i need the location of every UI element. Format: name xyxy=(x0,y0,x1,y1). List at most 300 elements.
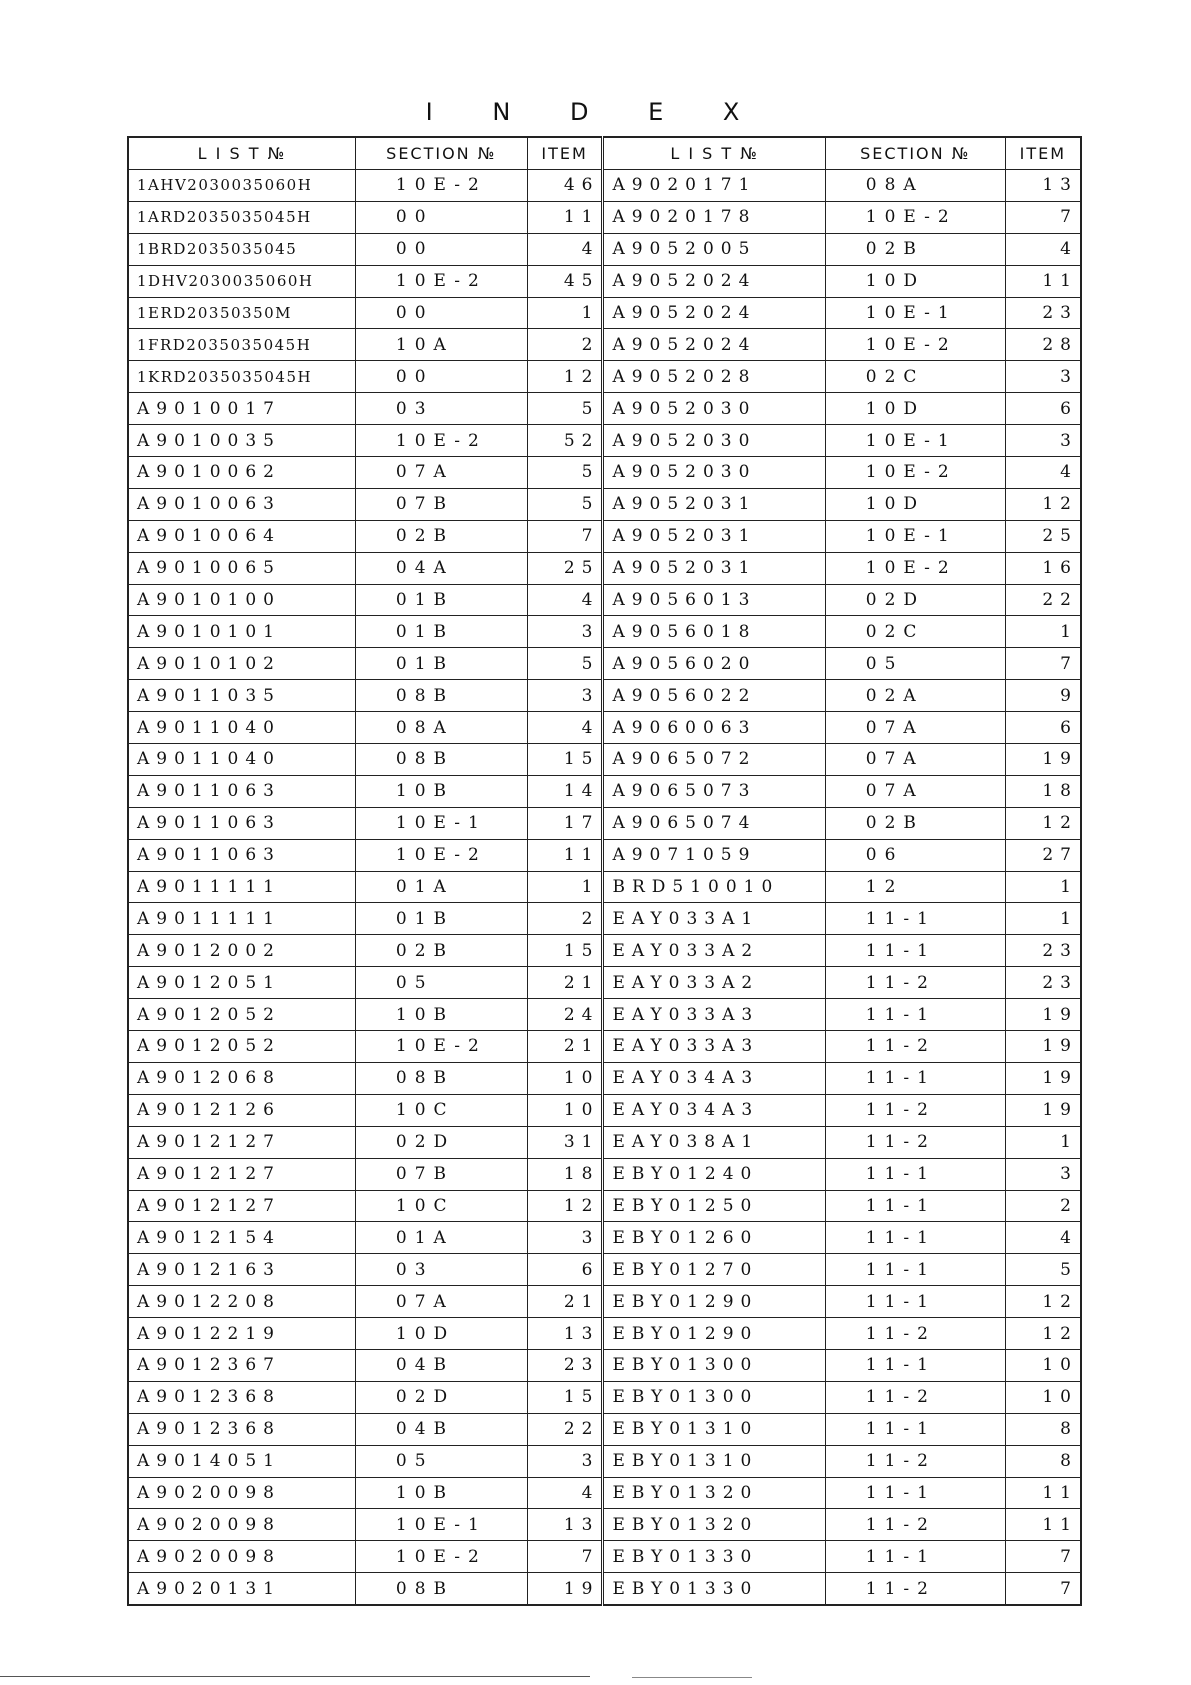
list-number-cell: A9011063 xyxy=(128,807,355,839)
item-number-cell: 21 xyxy=(527,1286,603,1318)
list-number-cell: A9012127 xyxy=(128,1158,355,1190)
section-number-cell: 04B xyxy=(355,1349,527,1381)
list-number-cell: A9012127 xyxy=(128,1190,355,1222)
item-number-cell: 52 xyxy=(527,425,603,457)
item-number-cell: 16 xyxy=(1005,552,1081,584)
table-row xyxy=(128,1413,1081,1445)
item-number-cell: 7 xyxy=(1005,648,1081,680)
item-number-cell: 4 xyxy=(1005,233,1081,265)
table-row xyxy=(128,648,1081,680)
item-number-cell: 8 xyxy=(1005,1445,1081,1477)
item-number-cell: 11 xyxy=(1005,265,1081,297)
section-number-cell: 11-1 xyxy=(825,999,1005,1031)
section-number-cell: 11-1 xyxy=(825,1190,1005,1222)
item-number-cell: 1 xyxy=(1005,871,1081,903)
table-row xyxy=(128,1126,1081,1158)
list-number-cell: A9010017 xyxy=(128,393,355,425)
section-no-header: SECTION № xyxy=(825,137,1005,170)
section-number-cell: 06 xyxy=(825,839,1005,871)
list-number-cell: A9056020 xyxy=(603,648,825,680)
item-number-cell: 19 xyxy=(527,1573,603,1605)
list-number-cell: A9052024 xyxy=(603,297,825,329)
list-number-cell: A9065073 xyxy=(603,775,825,807)
table-row xyxy=(128,1541,1081,1573)
item-number-cell: 3 xyxy=(527,1445,603,1477)
section-number-cell: 10E-1 xyxy=(355,1509,527,1541)
item-number-cell: 1 xyxy=(527,297,603,329)
list-number-cell: 1BRD2035035045 xyxy=(128,233,355,265)
page-title: I N D E X xyxy=(425,98,766,126)
list-number-cell: A9056013 xyxy=(603,584,825,616)
list-number-cell: A9010101 xyxy=(128,616,355,648)
section-number-cell: 08B xyxy=(355,744,527,776)
section-number-cell: 11-2 xyxy=(825,967,1005,999)
list-number-cell: EAY038A1 xyxy=(603,1126,825,1158)
list-number-cell: A9020178 xyxy=(603,201,825,233)
item-number-cell: 10 xyxy=(1005,1349,1081,1381)
index-table xyxy=(127,136,1082,1606)
item-number-cell: 21 xyxy=(527,967,603,999)
section-number-cell: 10E-1 xyxy=(825,297,1005,329)
list-number-cell: A9010062 xyxy=(128,457,355,489)
table-row xyxy=(128,457,1081,489)
list-number-cell: 1DHV2030035060H xyxy=(128,265,355,297)
section-number-cell: 00 xyxy=(355,297,527,329)
section-number-cell: 11-1 xyxy=(825,1541,1005,1573)
item-number-cell: 12 xyxy=(527,1190,603,1222)
section-number-cell: 01B xyxy=(355,648,527,680)
item-number-cell: 1 xyxy=(1005,616,1081,648)
list-number-cell: A9020171 xyxy=(603,170,825,202)
table-row xyxy=(128,1573,1081,1605)
item-number-cell: 4 xyxy=(1005,1222,1081,1254)
list-number-cell: A9010065 xyxy=(128,552,355,584)
list-number-cell: EAY033A2 xyxy=(603,935,825,967)
list-number-cell: A9052024 xyxy=(603,265,825,297)
list-number-cell: A9012208 xyxy=(128,1286,355,1318)
list-number-cell: A9012052 xyxy=(128,999,355,1031)
section-number-cell: 10D xyxy=(355,1318,527,1350)
item-number-cell: 23 xyxy=(1005,967,1081,999)
list-number-cell: EAY033A3 xyxy=(603,1031,825,1063)
list-number-cell: A9011063 xyxy=(128,839,355,871)
item-number-cell: 6 xyxy=(527,1254,603,1286)
item-number-cell: 7 xyxy=(1005,1541,1081,1573)
list-number-cell: A9012068 xyxy=(128,1062,355,1094)
table-row xyxy=(128,520,1081,552)
item-number-cell: 25 xyxy=(1005,520,1081,552)
section-number-cell: 10E-2 xyxy=(825,457,1005,489)
table-row xyxy=(128,1158,1081,1190)
item-number-cell: 1 xyxy=(527,871,603,903)
list-number-cell: A9012154 xyxy=(128,1222,355,1254)
section-number-cell: 11-2 xyxy=(825,1031,1005,1063)
item-number-cell: 18 xyxy=(527,1158,603,1190)
table-row xyxy=(128,999,1081,1031)
list-number-cell: EBY01310 xyxy=(603,1445,825,1477)
section-number-cell: 10E-1 xyxy=(355,807,527,839)
list-number-cell: A9012051 xyxy=(128,967,355,999)
section-number-cell: 10D xyxy=(825,393,1005,425)
section-number-cell: 10D xyxy=(825,265,1005,297)
list-number-cell: A9012367 xyxy=(128,1349,355,1381)
section-number-cell: 02B xyxy=(355,935,527,967)
table-row xyxy=(128,1062,1081,1094)
list-number-cell: A9052031 xyxy=(603,552,825,584)
section-number-cell: 02C xyxy=(825,616,1005,648)
section-number-cell: 02C xyxy=(825,361,1005,393)
item-number-cell: 15 xyxy=(527,935,603,967)
section-number-cell: 10B xyxy=(355,775,527,807)
list-number-cell: A9012368 xyxy=(128,1381,355,1413)
item-number-cell: 4 xyxy=(527,584,603,616)
section-number-cell: 08B xyxy=(355,680,527,712)
table-row xyxy=(128,1254,1081,1286)
item-number-cell: 13 xyxy=(527,1318,603,1350)
list-number-cell: EBY01240 xyxy=(603,1158,825,1190)
list-number-cell: A9052028 xyxy=(603,361,825,393)
item-number-cell: 13 xyxy=(527,1509,603,1541)
section-number-cell: 02D xyxy=(355,1126,527,1158)
item-number-cell: 12 xyxy=(1005,1318,1081,1350)
list-number-cell: A9011111 xyxy=(128,871,355,903)
item-number-cell: 11 xyxy=(527,201,603,233)
list-number-cell: A9052030 xyxy=(603,425,825,457)
list-number-cell: A9052024 xyxy=(603,329,825,361)
item-number-cell: 12 xyxy=(527,361,603,393)
list-number-cell: A9010100 xyxy=(128,584,355,616)
list-number-cell: A9060063 xyxy=(603,712,825,744)
section-number-cell: 07A xyxy=(825,744,1005,776)
list-number-cell: A9012127 xyxy=(128,1126,355,1158)
section-number-cell: 10E-1 xyxy=(825,425,1005,457)
list-number-cell: EBY01290 xyxy=(603,1286,825,1318)
list-number-cell: 1FRD2035035045H xyxy=(128,329,355,361)
list-number-cell: A9052031 xyxy=(603,488,825,520)
table-row xyxy=(128,233,1081,265)
table-row xyxy=(128,1445,1081,1477)
section-number-cell: 01A xyxy=(355,1222,527,1254)
list-number-cell: A9012219 xyxy=(128,1318,355,1350)
item-number-cell: 5 xyxy=(527,393,603,425)
table-row xyxy=(128,680,1081,712)
list-number-cell: A9010064 xyxy=(128,520,355,552)
item-number-cell: 15 xyxy=(527,744,603,776)
item-number-cell: 11 xyxy=(1005,1509,1081,1541)
section-number-cell: 08B xyxy=(355,1062,527,1094)
list-number-cell: EAY033A1 xyxy=(603,903,825,935)
item-number-cell: 5 xyxy=(527,488,603,520)
item-number-cell: 8 xyxy=(1005,1413,1081,1445)
table-row xyxy=(128,935,1081,967)
table-row xyxy=(128,1509,1081,1541)
item-number-cell: 1 xyxy=(1005,1126,1081,1158)
list-number-cell: EBY01320 xyxy=(603,1477,825,1509)
item-number-cell: 23 xyxy=(527,1349,603,1381)
section-number-cell: 11-1 xyxy=(825,1158,1005,1190)
item-number-cell: 19 xyxy=(1005,1062,1081,1094)
item-number-cell: 45 xyxy=(527,265,603,297)
list-no-header: L I S T № xyxy=(128,137,355,170)
item-number-cell: 7 xyxy=(527,520,603,552)
table-row xyxy=(128,1031,1081,1063)
list-number-cell: A9052031 xyxy=(603,520,825,552)
list-number-cell: EBY01300 xyxy=(603,1349,825,1381)
item-number-cell: 4 xyxy=(527,233,603,265)
section-number-cell: 11-1 xyxy=(825,1222,1005,1254)
list-number-cell: EBY01310 xyxy=(603,1413,825,1445)
item-number-cell: 2 xyxy=(527,329,603,361)
section-number-cell: 10E-2 xyxy=(355,1031,527,1063)
list-number-cell: A9012163 xyxy=(128,1254,355,1286)
item-number-cell: 18 xyxy=(1005,775,1081,807)
item-number-cell: 6 xyxy=(1005,712,1081,744)
section-number-cell: 11-2 xyxy=(825,1318,1005,1350)
section-number-cell: 10E-2 xyxy=(825,201,1005,233)
item-number-cell: 22 xyxy=(527,1413,603,1445)
section-number-cell: 02A xyxy=(825,680,1005,712)
list-number-cell: EBY01290 xyxy=(603,1318,825,1350)
item-number-cell: 4 xyxy=(527,712,603,744)
list-number-cell: A9011040 xyxy=(128,712,355,744)
list-no-header: L I S T № xyxy=(603,137,825,170)
table-row xyxy=(128,903,1081,935)
item-number-cell: 7 xyxy=(1005,201,1081,233)
table-row xyxy=(128,839,1081,871)
section-number-cell: 01B xyxy=(355,584,527,616)
item-number-cell: 3 xyxy=(527,616,603,648)
list-number-cell: A9020098 xyxy=(128,1477,355,1509)
list-number-cell: A9011035 xyxy=(128,680,355,712)
table-row xyxy=(128,1094,1081,1126)
section-number-cell: 11-1 xyxy=(825,935,1005,967)
list-number-cell: 1ARD2035035045H xyxy=(128,201,355,233)
section-number-cell: 10C xyxy=(355,1094,527,1126)
section-number-cell: 11-1 xyxy=(825,1477,1005,1509)
item-number-cell: 11 xyxy=(1005,1477,1081,1509)
section-number-cell: 05 xyxy=(825,648,1005,680)
table-row xyxy=(128,329,1081,361)
table-row xyxy=(128,967,1081,999)
section-number-cell: 07A xyxy=(355,1286,527,1318)
section-number-cell: 10B xyxy=(355,1477,527,1509)
list-number-cell: A9011111 xyxy=(128,903,355,935)
section-number-cell: 02B xyxy=(355,520,527,552)
item-number-cell: 12 xyxy=(1005,807,1081,839)
section-number-cell: 04B xyxy=(355,1413,527,1445)
item-number-cell: 19 xyxy=(1005,999,1081,1031)
item-number-cell: 10 xyxy=(1005,1381,1081,1413)
item-number-cell: 2 xyxy=(1005,1190,1081,1222)
section-number-cell: 02D xyxy=(355,1381,527,1413)
section-number-cell: 02D xyxy=(825,584,1005,616)
section-number-cell: 11-1 xyxy=(825,1349,1005,1381)
item-number-cell: 31 xyxy=(527,1126,603,1158)
section-number-cell: 11-1 xyxy=(825,1254,1005,1286)
table-row xyxy=(128,1381,1081,1413)
table-row xyxy=(128,1222,1081,1254)
item-header: ITEM xyxy=(527,137,603,170)
section-number-cell: 10B xyxy=(355,999,527,1031)
item-number-cell: 9 xyxy=(1005,680,1081,712)
list-number-cell: EBY01330 xyxy=(603,1541,825,1573)
item-number-cell: 10 xyxy=(527,1094,603,1126)
section-number-cell: 05 xyxy=(355,1445,527,1477)
item-number-cell: 3 xyxy=(1005,361,1081,393)
item-number-cell: 13 xyxy=(1005,170,1081,202)
table-row xyxy=(128,744,1081,776)
list-number-cell: A9010063 xyxy=(128,488,355,520)
footer-rule xyxy=(0,1676,590,1677)
table-row xyxy=(128,425,1081,457)
table-row xyxy=(128,170,1081,202)
list-number-cell: A9056018 xyxy=(603,616,825,648)
list-number-cell: EAY034A3 xyxy=(603,1062,825,1094)
item-number-cell: 6 xyxy=(1005,393,1081,425)
list-number-cell: EBY01320 xyxy=(603,1509,825,1541)
section-number-cell: 11-2 xyxy=(825,1509,1005,1541)
section-number-cell: 07B xyxy=(355,1158,527,1190)
section-number-cell: 11-2 xyxy=(825,1573,1005,1605)
list-number-cell: A9011063 xyxy=(128,775,355,807)
table-row xyxy=(128,393,1081,425)
list-number-cell: EAY033A2 xyxy=(603,967,825,999)
section-number-cell: 10C xyxy=(355,1190,527,1222)
list-number-cell: A9020098 xyxy=(128,1509,355,1541)
footer-rule xyxy=(632,1677,752,1678)
list-number-cell: A9012052 xyxy=(128,1031,355,1063)
list-number-cell: A9020131 xyxy=(128,1573,355,1605)
table-row xyxy=(128,361,1081,393)
table-row xyxy=(128,488,1081,520)
section-number-cell: 11-2 xyxy=(825,1381,1005,1413)
item-number-cell: 3 xyxy=(1005,1158,1081,1190)
section-number-cell: 11-2 xyxy=(825,1126,1005,1158)
list-number-cell: A9056022 xyxy=(603,680,825,712)
section-number-cell: 10E-2 xyxy=(825,329,1005,361)
table-row xyxy=(128,201,1081,233)
section-number-cell: 01B xyxy=(355,903,527,935)
section-number-cell: 01A xyxy=(355,871,527,903)
section-number-cell: 04A xyxy=(355,552,527,584)
section-number-cell: 03 xyxy=(355,393,527,425)
item-number-cell: 19 xyxy=(1005,744,1081,776)
section-number-cell: 02B xyxy=(825,233,1005,265)
item-number-cell: 11 xyxy=(527,839,603,871)
item-number-cell: 2 xyxy=(527,903,603,935)
table-row xyxy=(128,297,1081,329)
item-number-cell: 10 xyxy=(527,1062,603,1094)
section-number-cell: 10A xyxy=(355,329,527,361)
section-number-cell: 10D xyxy=(825,488,1005,520)
item-number-cell: 4 xyxy=(527,1477,603,1509)
item-number-cell: 3 xyxy=(527,1222,603,1254)
list-number-cell: A9065072 xyxy=(603,744,825,776)
item-number-cell: 5 xyxy=(527,457,603,489)
list-number-cell: A9010102 xyxy=(128,648,355,680)
item-number-cell: 4 xyxy=(1005,457,1081,489)
section-number-cell: 08B xyxy=(355,1573,527,1605)
section-number-cell: 03 xyxy=(355,1254,527,1286)
table-row xyxy=(128,265,1081,297)
section-number-cell: 00 xyxy=(355,201,527,233)
list-number-cell: 1AHV2030035060H xyxy=(128,170,355,202)
section-number-cell: 08A xyxy=(825,170,1005,202)
section-number-cell: 10E-2 xyxy=(825,552,1005,584)
table-row xyxy=(128,775,1081,807)
list-number-cell: EBY01260 xyxy=(603,1222,825,1254)
list-number-cell: A9052005 xyxy=(603,233,825,265)
section-number-cell: 10E-2 xyxy=(355,1541,527,1573)
list-number-cell: EBY01330 xyxy=(603,1573,825,1605)
item-number-cell: 24 xyxy=(527,999,603,1031)
section-number-cell: 00 xyxy=(355,361,527,393)
item-number-cell: 3 xyxy=(527,680,603,712)
item-number-cell: 5 xyxy=(527,648,603,680)
list-number-cell: A9052030 xyxy=(603,393,825,425)
list-number-cell: A9071059 xyxy=(603,839,825,871)
item-number-cell: 1 xyxy=(1005,903,1081,935)
list-number-cell: EBY01250 xyxy=(603,1190,825,1222)
list-number-cell: A9012002 xyxy=(128,935,355,967)
section-number-cell: 07A xyxy=(355,457,527,489)
section-number-cell: 11-2 xyxy=(825,1445,1005,1477)
list-number-cell: 1ERD20350350M xyxy=(128,297,355,329)
section-number-cell: 05 xyxy=(355,967,527,999)
item-number-cell: 5 xyxy=(1005,1254,1081,1286)
list-number-cell: A9012368 xyxy=(128,1413,355,1445)
list-number-cell: EAY034A3 xyxy=(603,1094,825,1126)
table-row xyxy=(128,552,1081,584)
section-number-cell: 10E-2 xyxy=(355,425,527,457)
list-number-cell: A9012126 xyxy=(128,1094,355,1126)
list-number-cell: A9010035 xyxy=(128,425,355,457)
item-number-cell: 17 xyxy=(527,807,603,839)
section-number-cell: 10E-1 xyxy=(825,520,1005,552)
item-number-cell: 21 xyxy=(527,1031,603,1063)
item-number-cell: 15 xyxy=(527,1381,603,1413)
section-no-header: SECTION № xyxy=(355,137,527,170)
section-number-cell: 10E-2 xyxy=(355,170,527,202)
section-number-cell: 07A xyxy=(825,775,1005,807)
item-number-cell: 23 xyxy=(1005,297,1081,329)
table-row xyxy=(128,1477,1081,1509)
list-number-cell: BRD510010 xyxy=(603,871,825,903)
item-number-cell: 14 xyxy=(527,775,603,807)
table-row xyxy=(128,871,1081,903)
item-number-cell: 7 xyxy=(527,1541,603,1573)
section-number-cell: 07A xyxy=(825,712,1005,744)
item-number-cell: 3 xyxy=(1005,425,1081,457)
list-number-cell: A9014051 xyxy=(128,1445,355,1477)
table-row xyxy=(128,1318,1081,1350)
table-row xyxy=(128,616,1081,648)
list-number-cell: A9020098 xyxy=(128,1541,355,1573)
item-number-cell: 19 xyxy=(1005,1094,1081,1126)
section-number-cell: 11-1 xyxy=(825,903,1005,935)
section-number-cell: 10E-2 xyxy=(355,839,527,871)
list-number-cell: 1KRD2035035045H xyxy=(128,361,355,393)
table-row xyxy=(128,807,1081,839)
table-row xyxy=(128,584,1081,616)
item-number-cell: 27 xyxy=(1005,839,1081,871)
item-header: ITEM xyxy=(1005,137,1081,170)
header-row xyxy=(128,137,1081,170)
list-number-cell: EAY033A3 xyxy=(603,999,825,1031)
list-number-cell: A9052030 xyxy=(603,457,825,489)
table-row xyxy=(128,712,1081,744)
section-number-cell: 11-1 xyxy=(825,1286,1005,1318)
